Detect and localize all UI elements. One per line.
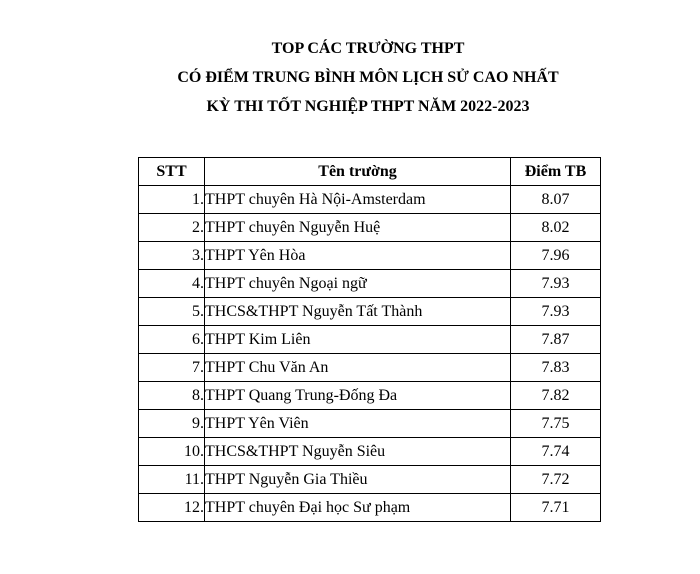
table-row [139, 186, 601, 214]
row-stt: 1. [139, 186, 205, 214]
row-stt: 4. [139, 270, 205, 298]
table-row [139, 438, 601, 466]
title-line-2: CÓ ĐIỂM TRUNG BÌNH MÔN LỊCH SỬ CAO NHẤT [177, 69, 559, 86]
row-school-name: THPT chuyên Hà Nội-Amsterdam [205, 186, 511, 214]
row-school-name: THPT chuyên Đại học Sư phạm [205, 494, 511, 522]
table-row [139, 242, 601, 270]
header-stt: STT [139, 158, 205, 186]
row-school-name: THPT Yên Hòa [205, 242, 511, 270]
row-score: 7.93 [511, 298, 601, 326]
table-header-row [139, 158, 601, 186]
title-line-1: TOP CÁC TRƯỜNG THPT [271, 40, 465, 57]
row-stt: 9. [139, 410, 205, 438]
row-score: 7.93 [511, 270, 601, 298]
row-stt: 11. [139, 466, 205, 494]
row-school-name: THPT chuyên Nguyễn Huệ [205, 214, 511, 242]
row-stt: 6. [139, 326, 205, 354]
title-line-3: KỲ THI TỐT NGHIỆP THPT NĂM 2022-2023 [206, 98, 530, 115]
row-school-name: THPT Yên Viên [205, 410, 511, 438]
row-school-name: THCS&THPT Nguyễn Siêu [205, 438, 511, 466]
row-school-name: THPT Kim Liên [205, 326, 511, 354]
row-stt: 5. [139, 298, 205, 326]
row-score: 7.71 [511, 494, 601, 522]
table-row [139, 382, 601, 410]
row-score: 8.07 [511, 186, 601, 214]
row-school-name: THCS&THPT Nguyễn Tất Thành [205, 298, 511, 326]
school-ranking-table [138, 157, 601, 522]
row-stt: 8. [139, 382, 205, 410]
row-score: 8.02 [511, 214, 601, 242]
table-row [139, 298, 601, 326]
row-score: 7.75 [511, 410, 601, 438]
row-score: 7.72 [511, 466, 601, 494]
row-school-name: THPT Chu Văn An [205, 354, 511, 382]
row-stt: 3. [139, 242, 205, 270]
row-school-name: THPT Nguyễn Gia Thiều [205, 466, 511, 494]
row-score: 7.83 [511, 354, 601, 382]
row-score: 7.74 [511, 438, 601, 466]
row-score: 7.82 [511, 382, 601, 410]
document-title [0, 34, 700, 121]
row-score: 7.87 [511, 326, 601, 354]
row-stt: 7. [139, 354, 205, 382]
table-row [139, 214, 601, 242]
table-row [139, 410, 601, 438]
header-average-score: Điểm TB [511, 158, 601, 186]
row-school-name: THPT Quang Trung-Đống Đa [205, 382, 511, 410]
header-school-name: Tên trường [205, 158, 511, 186]
table-row [139, 270, 601, 298]
table-row [139, 326, 601, 354]
table-row [139, 494, 601, 522]
row-stt: 10. [139, 438, 205, 466]
row-stt: 12. [139, 494, 205, 522]
row-school-name: THPT chuyên Ngoại ngữ [205, 270, 511, 298]
table-row [139, 466, 601, 494]
row-stt: 2. [139, 214, 205, 242]
table-row [139, 354, 601, 382]
row-score: 7.96 [511, 242, 601, 270]
